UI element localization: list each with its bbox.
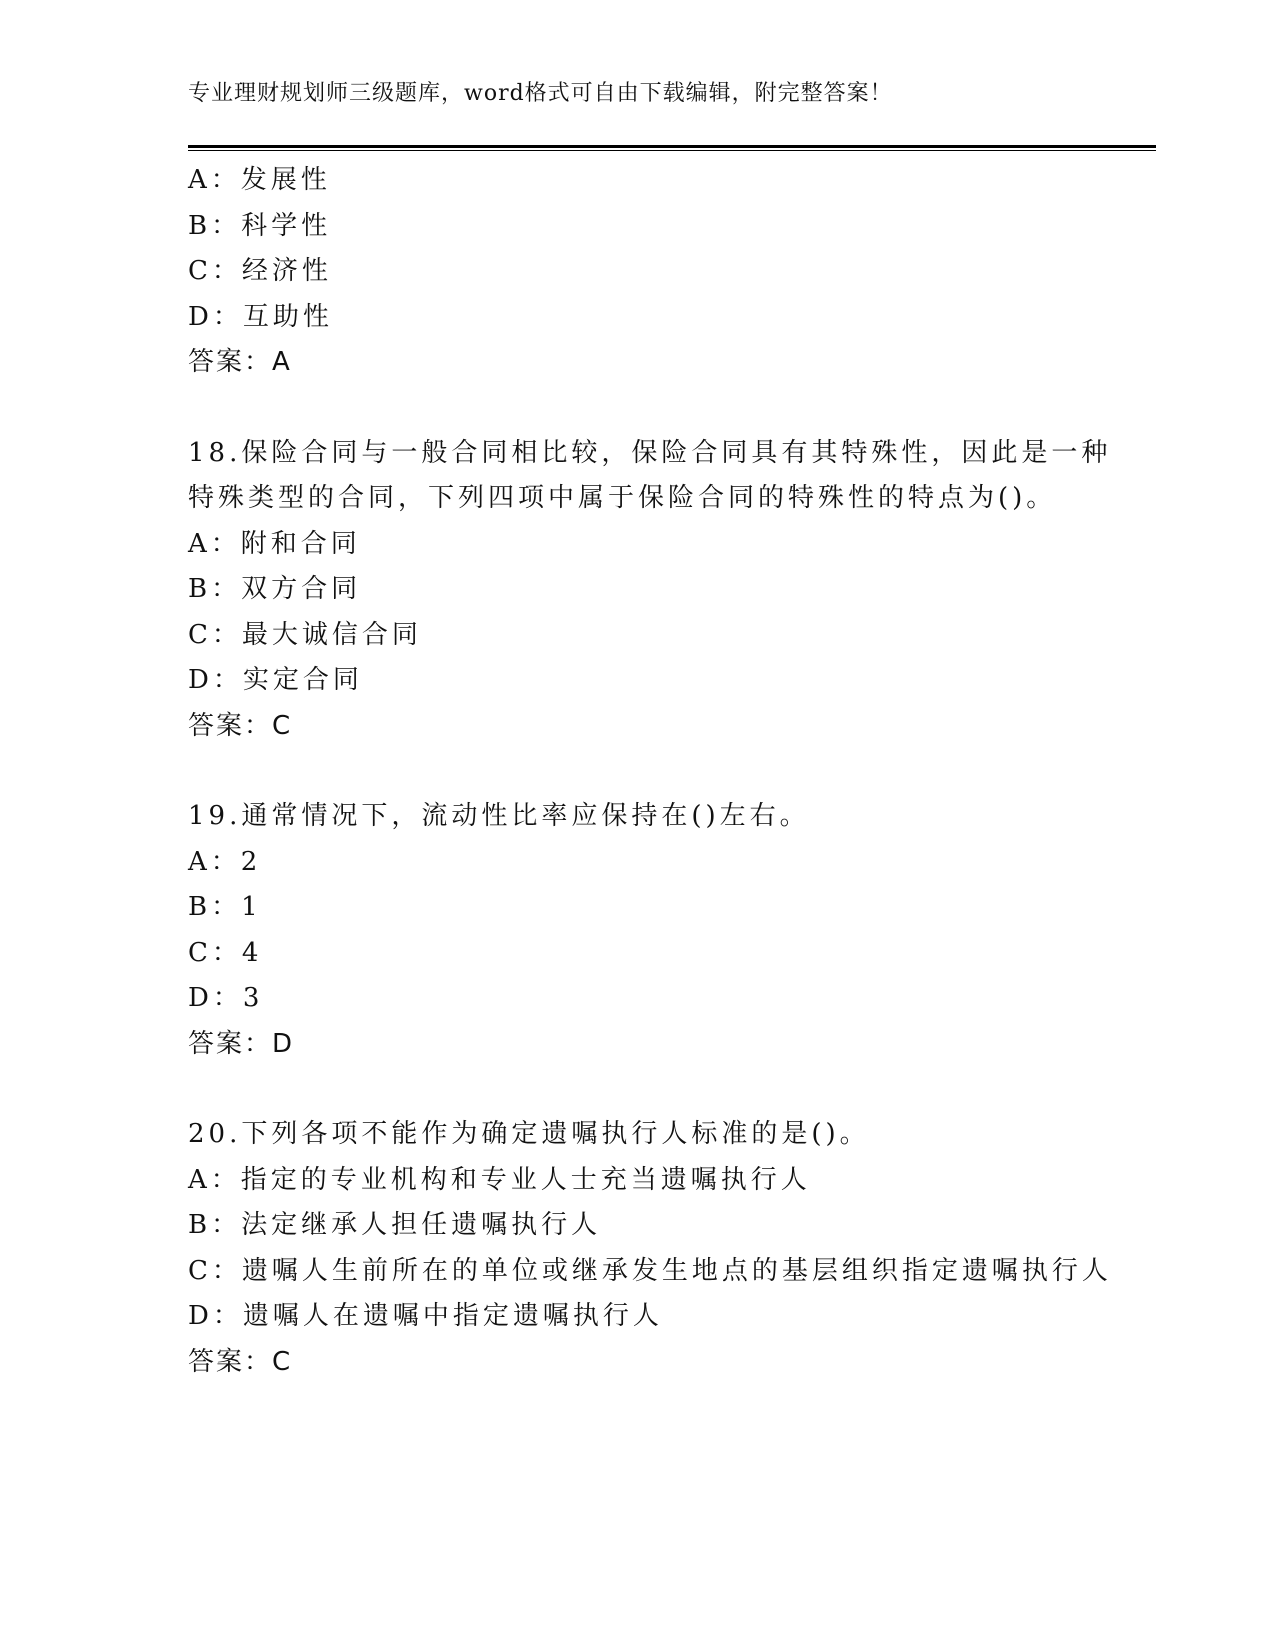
question-18 bbox=[188, 431, 1148, 750]
option-c: C：4 bbox=[188, 937, 263, 968]
question-stem: 20.下列各项不能作为确定遗嘱执行人标准的是()。 bbox=[188, 1119, 870, 1149]
option-a: A：2 bbox=[188, 846, 262, 877]
answer-line: 答案：D bbox=[188, 1028, 295, 1059]
option-b: B：科学性 bbox=[188, 210, 332, 241]
option-d: D：遗嘱人在遗嘱中指定遗嘱执行人 bbox=[188, 1301, 663, 1331]
question-19 bbox=[188, 794, 1148, 1067]
question-stem: 19.通常情况下，流动性比率应保持在()左右。 bbox=[188, 801, 810, 831]
option-a: A：附和合同 bbox=[188, 528, 361, 559]
page-header-text: 专业理财规划师三级题库，word格式可自由下载编辑，附完整答案！ bbox=[188, 81, 893, 106]
answer-line: 答案：C bbox=[188, 710, 293, 741]
option-b: B：法定继承人担任遗嘱执行人 bbox=[188, 1210, 602, 1240]
option-a: A：发展性 bbox=[188, 165, 331, 195]
option-a: A：指定的专业机构和专业人士充当遗嘱执行人 bbox=[188, 1164, 811, 1195]
option-d: D：3 bbox=[188, 983, 264, 1013]
option-c: C：经济性 bbox=[188, 256, 332, 286]
option-d: D：互助性 bbox=[188, 301, 333, 332]
question-stem-continued: 特殊类型的合同，下列四项中属于保险合同的特殊性的特点为()。 bbox=[188, 483, 1057, 513]
question-stem: 18.保险合同与一般合同相比较，保险合同具有其特殊性，因此是一种 bbox=[188, 437, 1112, 468]
option-b: B：双方合同 bbox=[188, 574, 362, 604]
option-d: D：实定合同 bbox=[188, 665, 363, 695]
question-20 bbox=[188, 1112, 1148, 1385]
option-c: C：遗嘱人生前所在的单位或继承发生地点的基层组织指定遗嘱执行人 bbox=[188, 1255, 1112, 1286]
option-b: B：1 bbox=[188, 892, 262, 922]
question-content bbox=[188, 158, 1148, 1385]
answer-line: 答案：C bbox=[188, 1346, 293, 1377]
option-c: C：最大诚信合同 bbox=[188, 619, 422, 650]
header-divider bbox=[188, 145, 1156, 151]
answer-line: 答案：A bbox=[188, 347, 292, 377]
question-17 bbox=[188, 158, 1148, 386]
